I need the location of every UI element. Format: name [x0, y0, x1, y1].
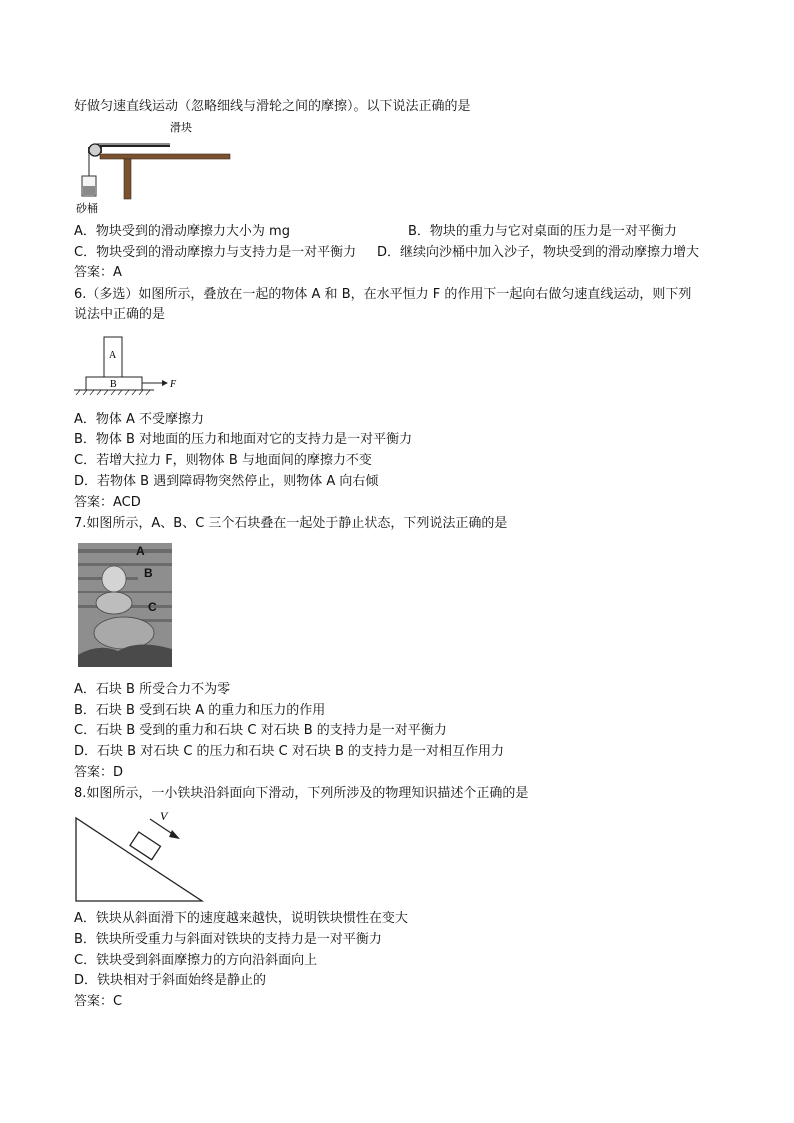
q7-option-a: A．石块 B 所受合力不为零	[74, 682, 231, 697]
q8-option-c: C．铁块受到斜面摩擦力的方向沿斜面向上	[74, 953, 318, 968]
q6-stem-line2: 说法中正确的是	[74, 307, 166, 322]
iron-block	[130, 832, 161, 860]
pulley	[89, 144, 101, 156]
q8-figure-incline	[74, 806, 206, 904]
q5-label-bucket: 砂桶	[76, 203, 98, 215]
q5-option-c: C．物块受到的滑动摩擦力与支持力是一对平衡力	[74, 245, 357, 260]
stone-a	[102, 566, 126, 592]
table-leg	[124, 159, 131, 199]
q8-option-a: A．铁块从斜面滑下的速度越来越快，说明铁块惯性在变大	[74, 911, 408, 926]
stone-b	[96, 592, 132, 614]
q5-option-a: A．物块受到的滑动摩擦力大小为 mg	[74, 224, 290, 239]
q7-label-c: C	[148, 600, 157, 614]
q8-option-d: D．铁块相对于斜面始终是静止的	[74, 973, 267, 988]
q7-stem: 7.如图所示，A、B、C 三个石块叠在一起处于静止状态，下列说法正确的是	[74, 516, 508, 531]
q5-option-d: D．继续向沙桶中加入沙子，物块受到的滑动摩擦力增大	[377, 245, 700, 260]
q6-label-a: A	[109, 350, 117, 361]
q6-option-b: B．物体 B 对地面的压力和地面对它的支持力是一对平衡力	[74, 432, 413, 447]
q8-option-b: B．铁块所受重力与斜面对铁块的支持力是一对平衡力	[74, 932, 382, 947]
q7-option-b: B．石块 B 受到石块 A 的重力和压力的作用	[74, 703, 326, 718]
q7-label-a: A	[136, 544, 145, 558]
velocity-arrow-head	[169, 830, 180, 839]
slider-block	[100, 145, 170, 147]
q6-option-d: D．若物体 B 遇到障碍物突然停止，则物体 A 向右倾	[74, 474, 379, 489]
stone-c	[94, 617, 154, 649]
q7-option-d: D．石块 B 对石块 C 的压力和石块 C 对石块 B 的支持力是一对相互作用力	[74, 744, 505, 759]
iron-block-group	[130, 832, 161, 860]
q5-label-slider: 滑块	[170, 122, 192, 134]
q6-figure-stacked-blocks	[74, 332, 184, 400]
q8-label-v: V	[160, 809, 168, 823]
sand	[83, 186, 95, 195]
q6-label-f: F	[170, 379, 177, 390]
q5-figure-pulley-slider	[74, 118, 244, 218]
incline	[76, 818, 202, 901]
q6-stem-line1: 6.（多选）如图所示，叠放在一起的物体 A 和 B，在水平恒力 F 的作用下一起向右做匀速直线运动，则下列	[74, 287, 692, 302]
q7-figure-stacked-stones-photo	[78, 543, 172, 667]
q7-answer: 答案：D	[74, 765, 124, 780]
ground-hatch	[76, 390, 150, 395]
q7-option-c: C．石块 B 受到的重力和石块 C 对石块 B 的支持力是一对平衡力	[74, 723, 447, 738]
q5-option-b: B．物块的重力与它对桌面的压力是一对平衡力	[408, 224, 677, 239]
force-arrow-head	[162, 380, 168, 386]
q6-answer: 答案：ACD	[74, 495, 141, 510]
q6-option-c: C．若增大拉力 F，则物体 B 与地面间的摩擦力不变	[74, 453, 372, 468]
q8-stem: 8.如图所示，一小铁块沿斜面向下滑动，下列所涉及的物理知识描述个正确的是	[74, 786, 529, 801]
q6-option-a: A．物体 A 不受摩擦力	[74, 412, 205, 427]
q7-label-b: B	[144, 566, 153, 580]
q6-label-b: B	[110, 379, 117, 390]
q5-answer: 答案：A	[74, 265, 122, 280]
q8-answer: 答案：C	[74, 994, 123, 1009]
q5-stem: 好做匀速直线运动（忽略细线与滑轮之间的摩擦）。以下说法正确的是	[74, 99, 471, 114]
table-top	[100, 154, 230, 159]
